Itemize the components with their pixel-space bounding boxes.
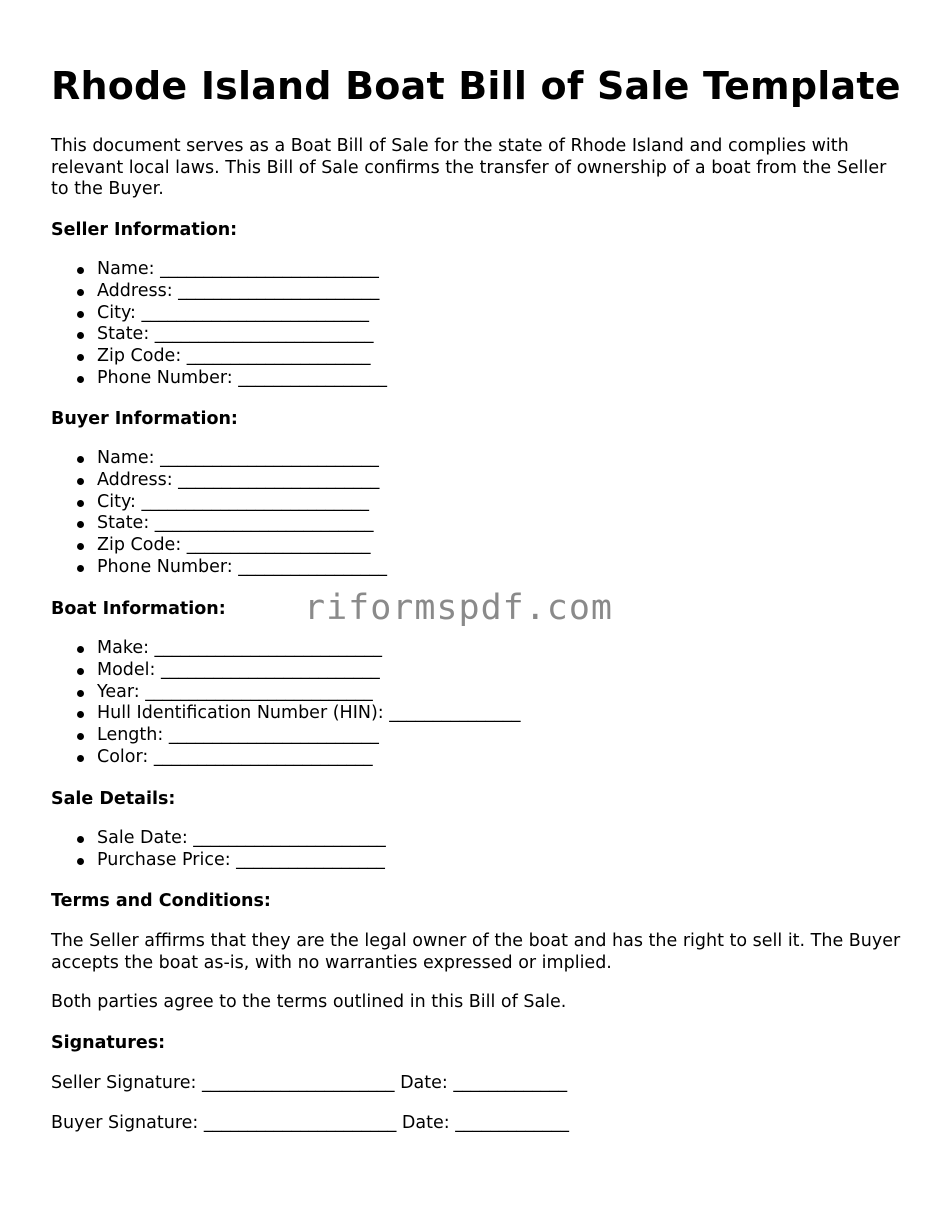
seller-state-field: State: _________________________ bbox=[51, 324, 387, 346]
buyer-state-field: State: _________________________ bbox=[51, 513, 387, 535]
terms-paragraph: The Seller affirms that they are the legal owner of the boat and has the right to sell it. The Buyer accepts the boat as-is, with no warranties expressed or implied. bbox=[51, 931, 901, 973]
seller-heading: Seller Information: bbox=[51, 220, 238, 240]
watermark: riformspdf.com bbox=[304, 588, 614, 628]
boat-length-field: Length: ________________________ bbox=[51, 725, 520, 747]
purchase-price-field: Purchase Price: _________________ bbox=[51, 850, 386, 872]
boat-model-field: Model: _________________________ bbox=[51, 660, 520, 682]
buyer-address-field: Address: _______________________ bbox=[51, 470, 387, 492]
agreement-paragraph: Both parties agree to the terms outlined in this Bill of Sale. bbox=[51, 992, 567, 1012]
buyer-signature-line: Buyer Signature: ______________________ Date: _____________ bbox=[51, 1113, 569, 1133]
sale-fields-list bbox=[51, 828, 386, 872]
buyer-phone-field: Phone Number: _________________ bbox=[51, 557, 387, 579]
boat-heading: Boat Information: bbox=[51, 599, 226, 619]
seller-zip-field: Zip Code: _____________________ bbox=[51, 346, 387, 368]
buyer-fields-list bbox=[51, 448, 387, 579]
buyer-zip-field: Zip Code: _____________________ bbox=[51, 535, 387, 557]
seller-address-field: Address: _______________________ bbox=[51, 281, 387, 303]
sale-heading: Sale Details: bbox=[51, 789, 176, 809]
boat-year-field: Year: __________________________ bbox=[51, 682, 520, 704]
seller-name-field: Name: _________________________ bbox=[51, 259, 387, 281]
terms-heading: Terms and Conditions: bbox=[51, 891, 271, 911]
boat-make-field: Make: __________________________ bbox=[51, 638, 520, 660]
seller-city-field: City: __________________________ bbox=[51, 303, 387, 325]
seller-phone-field: Phone Number: _________________ bbox=[51, 368, 387, 390]
signatures-heading: Signatures: bbox=[51, 1033, 166, 1053]
seller-fields-list bbox=[51, 259, 387, 390]
buyer-name-field: Name: _________________________ bbox=[51, 448, 387, 470]
buyer-heading: Buyer Information: bbox=[51, 409, 238, 429]
seller-signature-line: Seller Signature: ______________________ Date: _____________ bbox=[51, 1073, 568, 1093]
boat-hin-field: Hull Identification Number (HIN): _______________ bbox=[51, 703, 520, 725]
boat-color-field: Color: _________________________ bbox=[51, 747, 520, 769]
document-title: Rhode Island Boat Bill of Sale Template bbox=[51, 64, 901, 108]
buyer-city-field: City: __________________________ bbox=[51, 492, 387, 514]
sale-date-field: Sale Date: ______________________ bbox=[51, 828, 386, 850]
boat-fields-list bbox=[51, 638, 520, 769]
intro-paragraph: This document serves as a Boat Bill of Sale for the state of Rhode Island and complies with relevant local laws. This Bill of Sale confirms the transfer of ownership of a boat from the Seller to the Buyer. bbox=[51, 136, 887, 199]
